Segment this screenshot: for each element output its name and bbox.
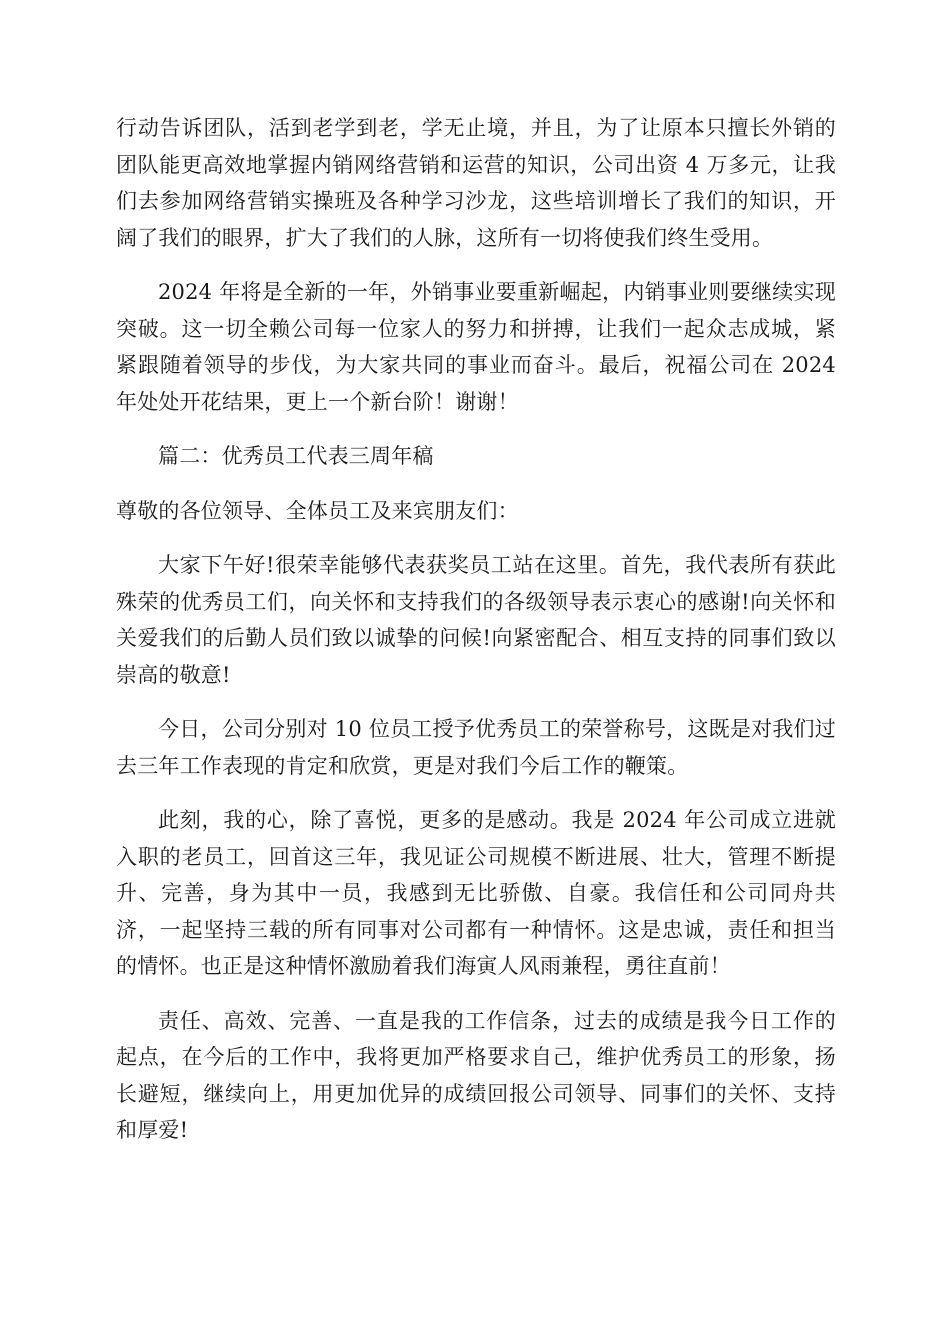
- salutation: 尊敬的各位领导、全体员工及来宾朋友们：: [116, 498, 519, 523]
- paragraph-motto: 责任、高效、完善、一直是我的工作信条，过去的成绩是我今日工作的起点，在今后的工作中，我将更加严格要求自己，维护优秀员工的形象，扬长避短，继续向上，用更加优异的成绩回报公司领导、同事们的关怀、支持和厚爱!: [116, 1008, 836, 1142]
- paragraph-award: 今日，公司分别对 10 位员工授予优秀员工的荣誉称号，这既是对我们过去三年工作表现的肯定和欣赏，更是对我们今后工作的鞭策。: [116, 717, 836, 778]
- paragraph-continuation: 行动告诉团队，活到老学到老，学无止境，并且，为了让原本只擅长外销的团队能更高效地掌握内销网络营销和运营的知识，公司出资 4 万多元，让我们去参加网络营销实操班及各种学习沙龙，这些培训增长了我们的知识，开阔了我们的眼界，扩大了我们的人脉，这所有一切将使我们终生受用。: [116, 116, 836, 250]
- section-heading: 篇二：优秀员工代表三周年稿: [158, 444, 434, 468]
- paragraph-new-year: 2024 年将是全新的一年，外销事业要重新崛起，内销事业则要继续实现突破。这一切全赖公司每一位家人的努力和拼搏，让我们一起众志成城，紧紧跟随着领导的步伐，为大家共同的事业而奋斗。最后，祝福公司在 2024 年处处开花结果，更上一个新台阶！谢谢！: [116, 280, 836, 414]
- paragraph-greeting: 大家下午好!很荣幸能够代表获奖员工站在这里。首先，我代表所有获此殊荣的优秀员工们，向关怀和支持我们的各级领导表示衷心的感谢!向关怀和关爱我们的后勤人员们致以诚挚的问候!向紧密配合、相互支持的同事们致以崇高的敬意!: [116, 553, 836, 687]
- document-body: [116, 110, 836, 1167]
- paragraph-feelings: 此刻，我的心，除了喜悦，更多的是感动。我是 2024 年公司成立进就入职的老员工，回首这三年，我见证公司规模不断进展、壮大，管理不断提升、完善，身为其中一员，我感到无比骄傲、自豪。我信任和公司同舟共济，一起坚持三载的所有同事对公司都有一种情怀。这是忠诚，责任和担当的情怀。也正是这种情怀激励着我们海寅人风雨兼程，勇往直前！: [116, 808, 836, 978]
